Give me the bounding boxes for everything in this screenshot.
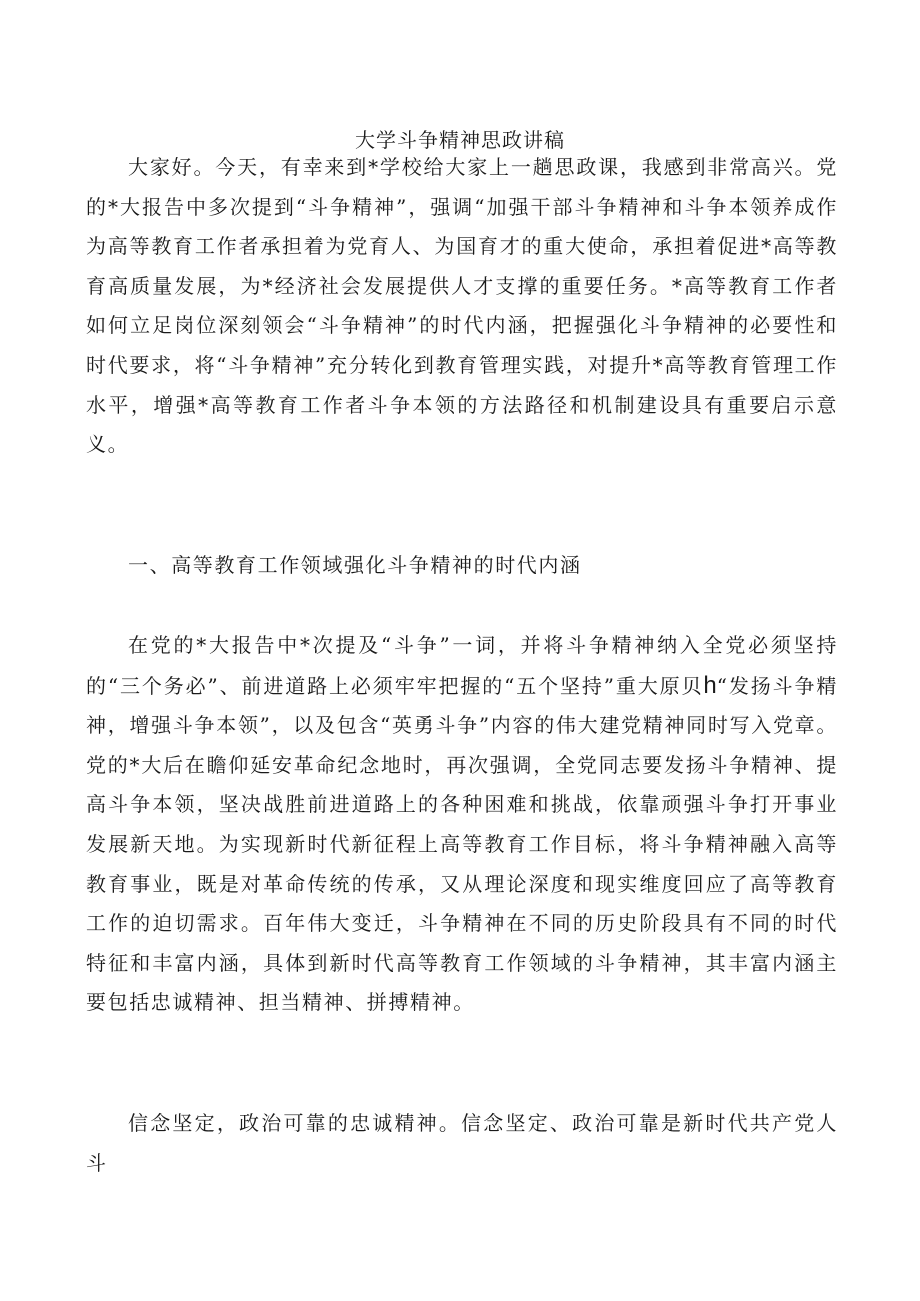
stray-glyph: h — [703, 671, 717, 699]
paragraph-section-one-text-start: 在党的*大报告中*次提及“斗争”一词，并将斗争精神纳入全党必须坚持的“三个务必”、前进道路上必须牢牢把握的“五个坚持”重大原贝 — [86, 633, 838, 698]
section-heading-one: 一、高等教育工作领域强化斗争精神的时代内涵 — [128, 553, 582, 577]
document-title: 大学斗争精神思政讲稿 — [355, 128, 565, 152]
paragraph-introduction: 大家好。今天，有幸来到*学校给大家上一趟思政课，我感到非常高兴。党的*大报告中多次提到“斗争精神”，强调“加强干部斗争精神和斗争本领养成作为高等教育工作者承担着为党育人、为国育才的重大使命，承担着促进*高等教育高质量发展，为*经济社会发展提供人才支撑的重要任务。*高等教育工作者如何立足岗位深刻领会“斗争精神”的时代内涵，把握强化斗争精神的必要性和时代要求，将“斗争精神”充分转化到教育管理实践，对提升*高等教育管理工作水平，增强*高等教育工作者斗争本领的方法路径和机制建设具有重要启示意义。 — [86, 155, 838, 457]
paragraph-section-one — [86, 626, 838, 1023]
paragraph-loyalty-spirit: 信念坚定，政治可靠的忠诚精神。信念坚定、政治可靠是新时代共产党人斗 — [86, 1111, 838, 1175]
paragraph-section-one-text-end: “发扬斗争精神，增强斗争本领”，以及包含“英勇斗争”内容的伟大建党精神同时写入党章。党的*大后在瞻仰延安革命纪念地时，再次强调，全党同志要发扬斗争精神、提高斗争本领，坚决战胜前进道路上的各种困难和挑战，依靠顽强斗争打开事业发展新天地。为实现新时代新征程上高等教育工作目标，将斗争精神融入高等教育事业，既是对革命传统的传承，又从理论深度和现实维度回应了高等教育工作的迫切需求。百年伟大变迁，斗争精神在不同的历史阶段具有不同的时代特征和丰富内涵，具体到新时代高等教育工作领域的斗争精神，其丰富内涵主要包括忠诚精神、担当精神、拼搏精神。 — [86, 673, 838, 1015]
